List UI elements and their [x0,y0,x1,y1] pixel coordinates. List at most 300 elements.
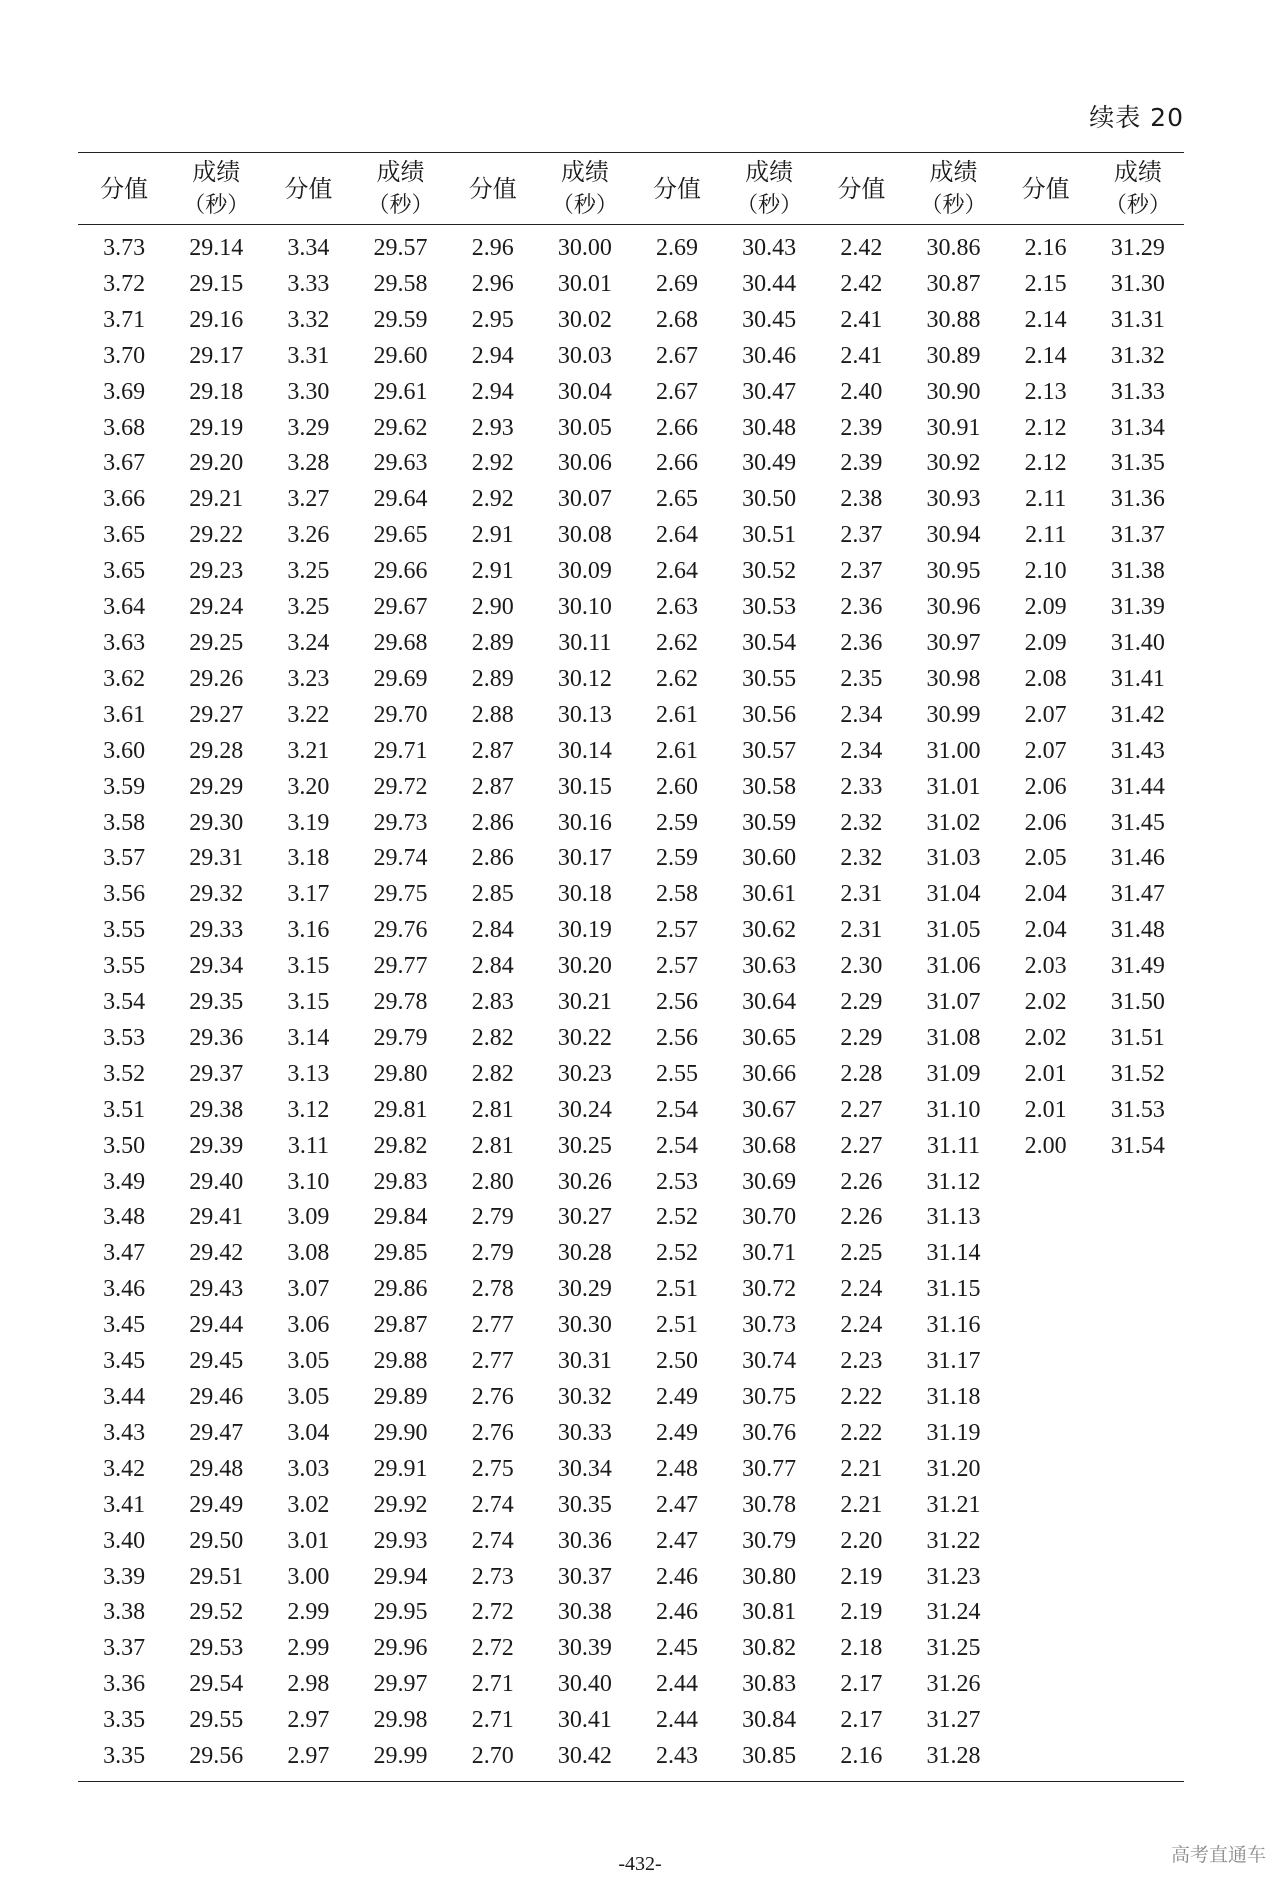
time-cell: 29.44 [189,1312,244,1339]
time-cell: 29.45 [189,1348,244,1375]
score-cell: 2.11 [1025,486,1067,513]
time-cell: 30.12 [557,665,612,692]
time-cell: 31.35 [1110,450,1165,477]
time-cell: 29.20 [189,450,244,477]
time-cell: 29.30 [189,809,244,836]
time-cell: 31.46 [1110,845,1165,872]
time-cell: 29.24 [189,594,244,621]
time-cell: 31.50 [1110,989,1165,1016]
score-cell: 3.04 [287,1419,330,1446]
time-cell: 29.74 [373,845,428,872]
score-cell: 2.37 [840,522,883,549]
time-cell: 29.62 [373,414,428,441]
score-cell: 2.62 [656,665,699,692]
table-row [78,770,1184,806]
time-cell: 29.16 [189,306,244,333]
score-cell: 2.96 [471,270,514,297]
table-row [78,446,1184,482]
score-cell: 3.18 [287,845,330,872]
score-cell: 3.55 [103,953,146,980]
time-cell: 31.19 [926,1419,981,1446]
score-cell: 2.76 [471,1384,514,1410]
score-cell: 3.21 [287,737,330,764]
score-cell: 2.14 [1024,306,1067,333]
score-cell: 2.11 [1025,522,1067,549]
table-row [78,1739,1184,1781]
score-cell: 3.65 [103,558,146,585]
score-cell: 3.22 [287,701,330,728]
time-cell: 29.56 [170,1739,262,1781]
time-cell: 31.28 [907,1739,999,1781]
score-cell [1000,1200,1092,1236]
score-cell: 3.17 [287,881,330,908]
score-cell: 2.59 [656,809,699,836]
time-cell: 31.14 [926,1240,981,1267]
score-table [78,152,1184,1782]
score-cell: 3.12 [287,1096,330,1123]
score-cell: 3.01 [287,1527,330,1554]
score-cell: 3.62 [103,665,146,692]
table-row [78,1344,1184,1380]
score-cell: 2.97 [287,1707,330,1734]
time-cell: 29.84 [373,1204,428,1231]
score-cell: 3.40 [103,1527,146,1554]
time-cell: 31.38 [1110,558,1165,585]
score-cell: 2.62 [656,629,699,656]
time-cell: 30.80 [742,1563,797,1590]
time-cell: 31.33 [1110,378,1165,405]
score-cell: 2.61 [656,737,699,764]
time-cell: 29.91 [373,1455,428,1482]
score-cell: 3.15 [287,953,330,980]
score-cell: 2.13 [1024,378,1067,405]
score-cell: 2.09 [1024,594,1067,621]
score-cell: 2.41 [840,342,883,369]
time-cell [1092,1344,1184,1380]
score-cell: 2.31 [840,917,883,944]
time-cell: 29.42 [189,1240,244,1267]
time-cell: 29.57 [373,235,428,261]
score-cell: 3.39 [103,1563,146,1590]
time-cell: 31.27 [926,1707,981,1734]
score-cell: 2.98 [287,1671,330,1698]
time-cell: 29.59 [373,306,428,333]
time-cell: 29.79 [373,1024,428,1051]
time-cell: 29.76 [373,917,428,944]
score-cell: 2.15 [1024,270,1067,297]
table-row [78,985,1184,1021]
time-cell [1092,1165,1184,1201]
score-cell: 3.02 [287,1491,330,1518]
time-cell: 30.26 [557,1168,612,1195]
time-cell: 31.52 [1110,1060,1165,1087]
score-cell: 2.56 [656,989,699,1016]
score-cell: 3.59 [103,773,146,800]
page-number: -432- [618,1853,662,1875]
score-cell: 2.22 [840,1384,883,1410]
time-cell: 31.47 [1110,881,1165,908]
time-cell [1092,1488,1184,1524]
time-cell: 29.98 [373,1707,428,1734]
table-row [78,734,1184,770]
time-cell: 29.97 [373,1671,428,1698]
score-cell: 2.64 [656,522,699,549]
score-cell: 2.79 [471,1204,514,1231]
score-cell: 2.87 [471,773,514,800]
time-cell: 30.77 [742,1455,797,1482]
time-cell [1092,1631,1184,1667]
score-cell: 2.80 [471,1168,514,1195]
table-row [78,806,1184,842]
score-cell: 2.86 [471,845,514,872]
table-row [78,339,1184,375]
score-cell: 3.05 [287,1384,330,1410]
score-cell: 2.47 [656,1527,699,1554]
table-row [78,698,1184,734]
score-cell: 2.57 [656,953,699,980]
score-cell: 3.25 [287,558,330,585]
score-cell: 3.67 [103,450,146,477]
table-row [78,518,1184,554]
time-cell: 30.73 [742,1312,797,1339]
time-cell: 29.26 [189,665,244,692]
score-cell: 2.27 [840,1096,883,1123]
time-cell: 31.45 [1110,809,1165,836]
table-row [78,1416,1184,1452]
score-cell: 2.19 [840,1563,883,1590]
score-cell: 3.33 [287,270,330,297]
time-cell: 29.78 [373,989,428,1016]
score-cell: 2.85 [471,881,514,908]
score-cell: 2.31 [840,881,883,908]
score-cell: 2.53 [656,1168,699,1195]
score-cell: 2.77 [471,1312,514,1339]
time-cell: 29.92 [373,1491,428,1518]
time-cell: 31.16 [926,1312,981,1339]
score-cell: 2.90 [471,594,514,621]
score-cell: 2.03 [1024,953,1067,980]
score-cell: 2.66 [656,414,699,441]
score-cell: 2.79 [471,1240,514,1267]
score-cell: 3.47 [103,1240,146,1267]
score-cell: 3.13 [287,1060,330,1087]
time-cell: 31.44 [1110,773,1165,800]
time-cell: 30.76 [742,1419,797,1446]
time-cell: 30.91 [926,414,981,441]
time-cell: 30.34 [557,1455,612,1482]
time-cell: 30.65 [742,1024,797,1051]
time-cell: 29.21 [189,486,244,513]
time-cell: 30.31 [557,1348,612,1375]
score-cell: 2.29 [840,1024,883,1051]
time-cell: 29.50 [189,1527,244,1554]
score-cell: 2.89 [471,665,514,692]
score-cell: 2.83 [471,989,514,1016]
time-cell: 30.07 [557,486,612,513]
time-cell: 30.04 [557,378,612,405]
time-cell: 29.80 [373,1060,428,1087]
score-cell: 3.51 [103,1096,146,1123]
score-cell: 3.35 [103,1707,146,1734]
score-cell: 2.74 [471,1527,514,1554]
time-cell: 30.87 [926,270,981,297]
score-cell: 2.38 [840,486,883,513]
time-cell: 30.81 [742,1599,797,1626]
time-cell: 30.22 [557,1024,612,1051]
score-cell [1000,1416,1092,1452]
score-cell: 3.19 [287,809,330,836]
score-cell: 2.76 [471,1419,514,1446]
time-cell: 29.54 [189,1671,244,1698]
table-row [78,1200,1184,1236]
time-cell: 29.48 [189,1455,244,1482]
table-row [78,1165,1184,1201]
score-cell: 2.02 [1024,1024,1067,1051]
table-row [78,626,1184,662]
score-cell: 3.49 [103,1168,146,1195]
score-cell: 2.02 [1024,989,1067,1016]
time-cell: 31.36 [1110,486,1165,513]
score-cell: 2.06 [1024,809,1067,836]
score-cell: 2.91 [471,522,514,549]
time-cell: 29.93 [373,1527,428,1554]
score-cell: 2.48 [656,1455,699,1482]
table-row [78,375,1184,411]
time-cell: 30.56 [742,701,797,728]
score-cell: 2.81 [471,1096,514,1123]
score-cell: 2.50 [656,1348,699,1375]
time-cell [1092,1272,1184,1308]
score-cell: 3.68 [103,414,146,441]
time-cell: 29.63 [373,450,428,477]
score-cell: 3.36 [103,1671,146,1698]
time-cell: 29.75 [373,881,428,908]
score-cell: 2.36 [840,594,883,621]
score-cell: 3.24 [287,629,330,656]
score-cell: 2.97 [262,1739,354,1781]
score-cell: 2.24 [840,1276,883,1303]
time-cell [1092,1739,1184,1781]
time-cell: 29.37 [189,1060,244,1087]
header-time: 成绩 （秒） [1104,157,1171,218]
score-cell: 3.56 [103,881,146,908]
table-row [78,1595,1184,1631]
score-cell: 3.07 [287,1276,330,1303]
score-cell: 2.67 [656,378,699,405]
time-cell: 30.02 [557,306,612,333]
score-cell: 2.94 [471,342,514,369]
time-cell: 31.18 [926,1384,981,1410]
time-cell: 29.66 [373,558,428,585]
time-cell: 30.70 [742,1204,797,1231]
score-cell: 2.43 [631,1739,723,1781]
time-cell: 30.74 [742,1348,797,1375]
time-cell: 31.42 [1110,701,1165,728]
score-cell: 3.70 [103,342,146,369]
score-cell: 2.27 [840,1132,883,1159]
time-cell: 30.62 [742,917,797,944]
time-cell: 31.17 [926,1348,981,1375]
score-cell: 2.39 [840,414,883,441]
score-cell: 3.73 [103,235,146,261]
score-cell: 2.20 [840,1527,883,1554]
score-cell: 3.16 [287,917,330,944]
score-cell: 2.87 [471,737,514,764]
time-cell: 29.65 [373,522,428,549]
score-cell: 2.26 [840,1204,883,1231]
time-cell: 30.90 [926,378,981,405]
time-cell: 30.99 [926,701,981,728]
time-cell: 30.11 [558,629,612,656]
time-cell: 29.73 [373,809,428,836]
time-cell: 30.21 [557,989,612,1016]
score-cell: 2.21 [840,1491,883,1518]
time-cell: 30.32 [557,1384,612,1410]
score-cell: 3.58 [103,809,146,836]
score-cell: 3.08 [287,1240,330,1267]
score-cell: 3.53 [103,1024,146,1051]
score-cell: 3.06 [287,1312,330,1339]
time-cell: 31.39 [1110,594,1165,621]
time-cell: 29.60 [373,342,428,369]
time-cell: 29.81 [373,1096,428,1123]
time-cell: 30.83 [742,1671,797,1698]
score-cell: 2.71 [471,1671,514,1698]
score-cell: 2.44 [656,1707,699,1734]
time-cell: 30.28 [557,1240,612,1267]
time-cell: 30.06 [557,450,612,477]
score-cell: 3.41 [103,1491,146,1518]
score-cell: 3.30 [287,378,330,405]
score-cell: 2.93 [471,414,514,441]
score-cell [1000,1560,1092,1596]
time-cell: 30.16 [557,809,612,836]
time-cell: 30.48 [742,414,797,441]
score-cell: 2.09 [1024,629,1067,656]
score-cell [1000,1452,1092,1488]
time-cell: 29.69 [373,665,428,692]
score-cell: 2.69 [656,235,699,261]
score-cell: 2.92 [471,450,514,477]
time-cell: 29.27 [189,701,244,728]
time-cell: 31.00 [926,737,981,764]
table-row [78,267,1184,303]
time-cell: 30.84 [742,1707,797,1734]
score-cell: 2.12 [1024,450,1067,477]
score-cell: 2.68 [656,306,699,333]
time-cell: 30.44 [742,270,797,297]
score-cell: 3.43 [103,1419,146,1446]
time-cell: 30.38 [557,1599,612,1626]
score-cell: 3.72 [103,270,146,297]
score-cell: 3.57 [103,845,146,872]
table-row [78,913,1184,949]
time-cell: 30.97 [926,629,981,656]
table-row [78,1129,1184,1165]
table-row [78,662,1184,698]
score-cell: 3.20 [287,773,330,800]
time-cell: 31.15 [926,1276,981,1303]
time-cell: 30.86 [926,235,981,261]
time-cell: 30.49 [742,450,797,477]
score-cell: 3.27 [287,486,330,513]
time-cell: 29.35 [189,989,244,1016]
time-cell: 31.08 [926,1024,981,1051]
time-cell: 29.82 [373,1132,428,1159]
time-cell: 30.51 [742,522,797,549]
score-cell: 2.41 [840,306,883,333]
score-cell: 3.10 [287,1168,330,1195]
time-cell: 30.71 [742,1240,797,1267]
header-time: 成绩 （秒） [920,157,987,218]
score-cell: 2.49 [656,1384,699,1410]
score-cell: 3.71 [103,306,146,333]
score-cell: 2.78 [471,1276,514,1303]
time-cell: 31.10 [926,1096,981,1123]
score-cell: 2.46 [656,1563,699,1590]
time-cell: 30.52 [742,558,797,585]
time-cell: 29.90 [373,1419,428,1446]
time-cell: 29.22 [189,522,244,549]
time-cell: 31.21 [926,1491,981,1518]
table-row [78,1236,1184,1272]
time-cell: 31.30 [1110,270,1165,297]
time-cell: 30.18 [557,881,612,908]
score-cell: 2.57 [656,917,699,944]
time-cell: 29.47 [189,1419,244,1446]
time-cell: 30.20 [557,953,612,980]
time-cell: 30.54 [742,629,797,656]
time-cell: 29.46 [189,1384,244,1410]
table-row [78,1021,1184,1057]
score-cell: 2.51 [656,1276,699,1303]
score-cell: 2.46 [656,1599,699,1626]
score-cell: 2.75 [471,1455,514,1482]
time-cell: 29.51 [189,1563,244,1590]
time-cell [1092,1200,1184,1236]
score-cell: 2.84 [471,953,514,980]
score-cell: 2.06 [1024,773,1067,800]
time-cell: 31.29 [1110,235,1165,261]
score-cell: 3.26 [287,522,330,549]
time-cell: 30.00 [557,235,612,261]
table-row [78,303,1184,339]
time-cell: 30.45 [742,306,797,333]
score-cell: 3.29 [287,414,330,441]
score-cell: 2.00 [1024,1132,1067,1159]
time-cell: 30.93 [926,486,981,513]
time-cell: 29.61 [373,378,428,405]
time-cell: 29.17 [189,342,244,369]
time-cell: 30.42 [539,1739,631,1781]
time-cell: 30.05 [557,414,612,441]
time-cell: 29.23 [189,558,244,585]
time-cell: 30.15 [557,773,612,800]
time-cell: 31.13 [926,1204,981,1231]
table-row [78,949,1184,985]
time-cell: 29.87 [373,1312,428,1339]
time-cell: 29.43 [189,1276,244,1303]
time-cell: 30.37 [557,1563,612,1590]
score-cell: 2.86 [471,809,514,836]
score-cell [1000,1165,1092,1201]
score-cell: 2.32 [840,845,883,872]
time-cell: 30.47 [742,378,797,405]
score-cell: 2.72 [471,1635,514,1662]
time-cell: 31.31 [1110,306,1165,333]
time-cell: 29.34 [189,953,244,980]
table-row [78,1703,1184,1739]
